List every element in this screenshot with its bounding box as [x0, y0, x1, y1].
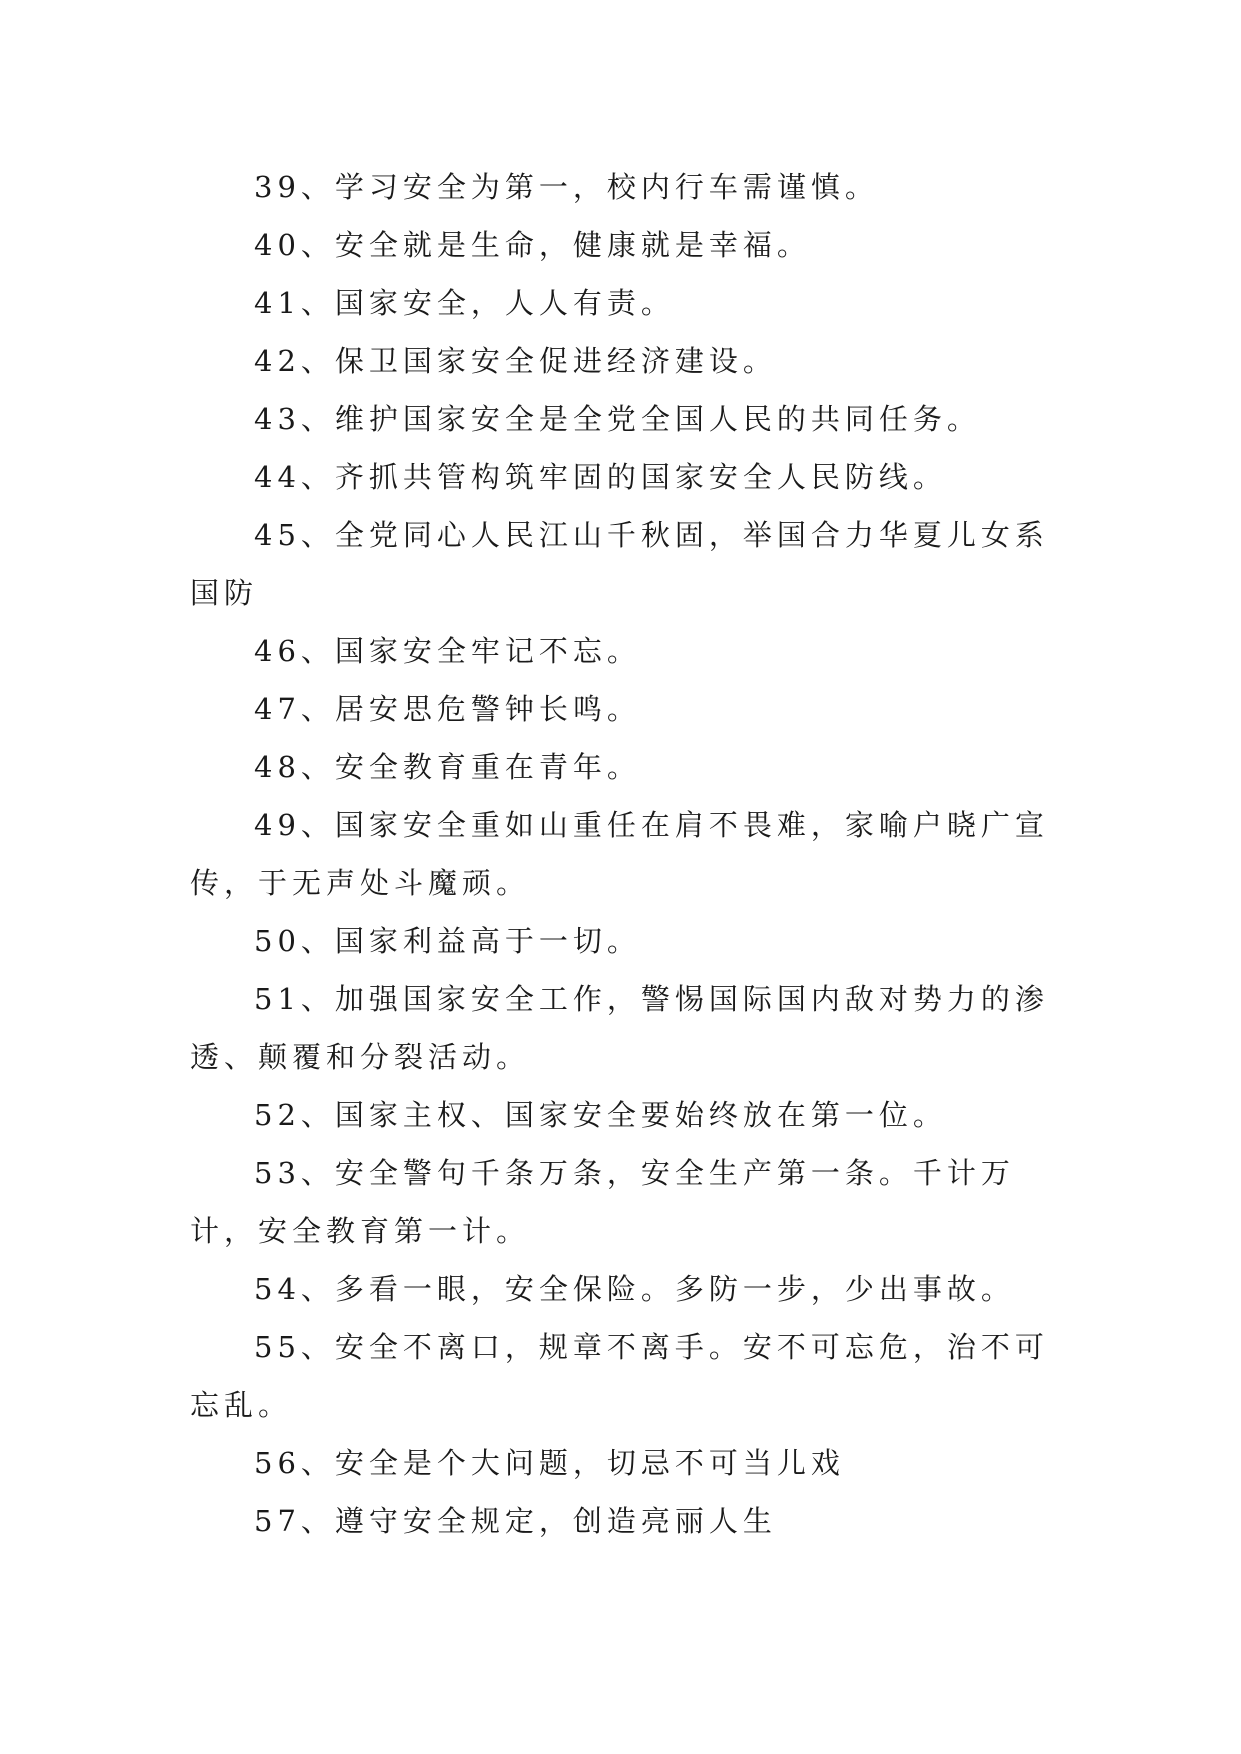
- list-item: 53、安全警句千条万条，安全生产第一条。千计万计，安全教育第一计。: [190, 1156, 1015, 1248]
- list-item: 54、多看一眼，安全保险。多防一步，少出事故。: [254, 1272, 1015, 1306]
- list-item: 44、齐抓共管构筑牢固的国家安全人民防线。: [254, 460, 947, 494]
- list-item: 48、安全教育重在青年。: [254, 750, 641, 784]
- list-item: 55、安全不离口，规章不离手。安不可忘危，治不可忘乱。: [190, 1330, 1049, 1422]
- list-item: 50、国家利益高于一切。: [254, 924, 641, 958]
- list-item: 52、国家主权、国家安全要始终放在第一位。: [254, 1098, 947, 1132]
- list-item: 47、居安思危警钟长鸣。: [254, 692, 641, 726]
- list-item: 45、全党同心人民江山千秋固，举国合力华夏儿女系国防: [190, 518, 1049, 610]
- list-item: 49、国家安全重如山重任在肩不畏难，家喻户晓广宣传，于无声处斗魔顽。: [190, 808, 1049, 900]
- document-body: [190, 158, 1070, 1550]
- list-item: 41、国家安全，人人有责。: [254, 286, 675, 320]
- list-item: 46、国家安全牢记不忘。: [254, 634, 641, 668]
- list-item: 56、安全是个大问题，切忌不可当儿戏: [254, 1446, 845, 1480]
- list-item: 43、维护国家安全是全党全国人民的共同任务。: [254, 402, 981, 436]
- list-item: 40、安全就是生命，健康就是幸福。: [254, 228, 811, 262]
- list-item: 51、加强国家安全工作，警惕国际国内敌对势力的渗透、颠覆和分裂活动。: [190, 982, 1049, 1074]
- list-item: 42、保卫国家安全促进经济建设。: [254, 344, 777, 378]
- list-item: 57、遵守安全规定，创造亮丽人生: [254, 1504, 777, 1538]
- list-item: 39、学习安全为第一，校内行车需谨慎。: [254, 170, 879, 204]
